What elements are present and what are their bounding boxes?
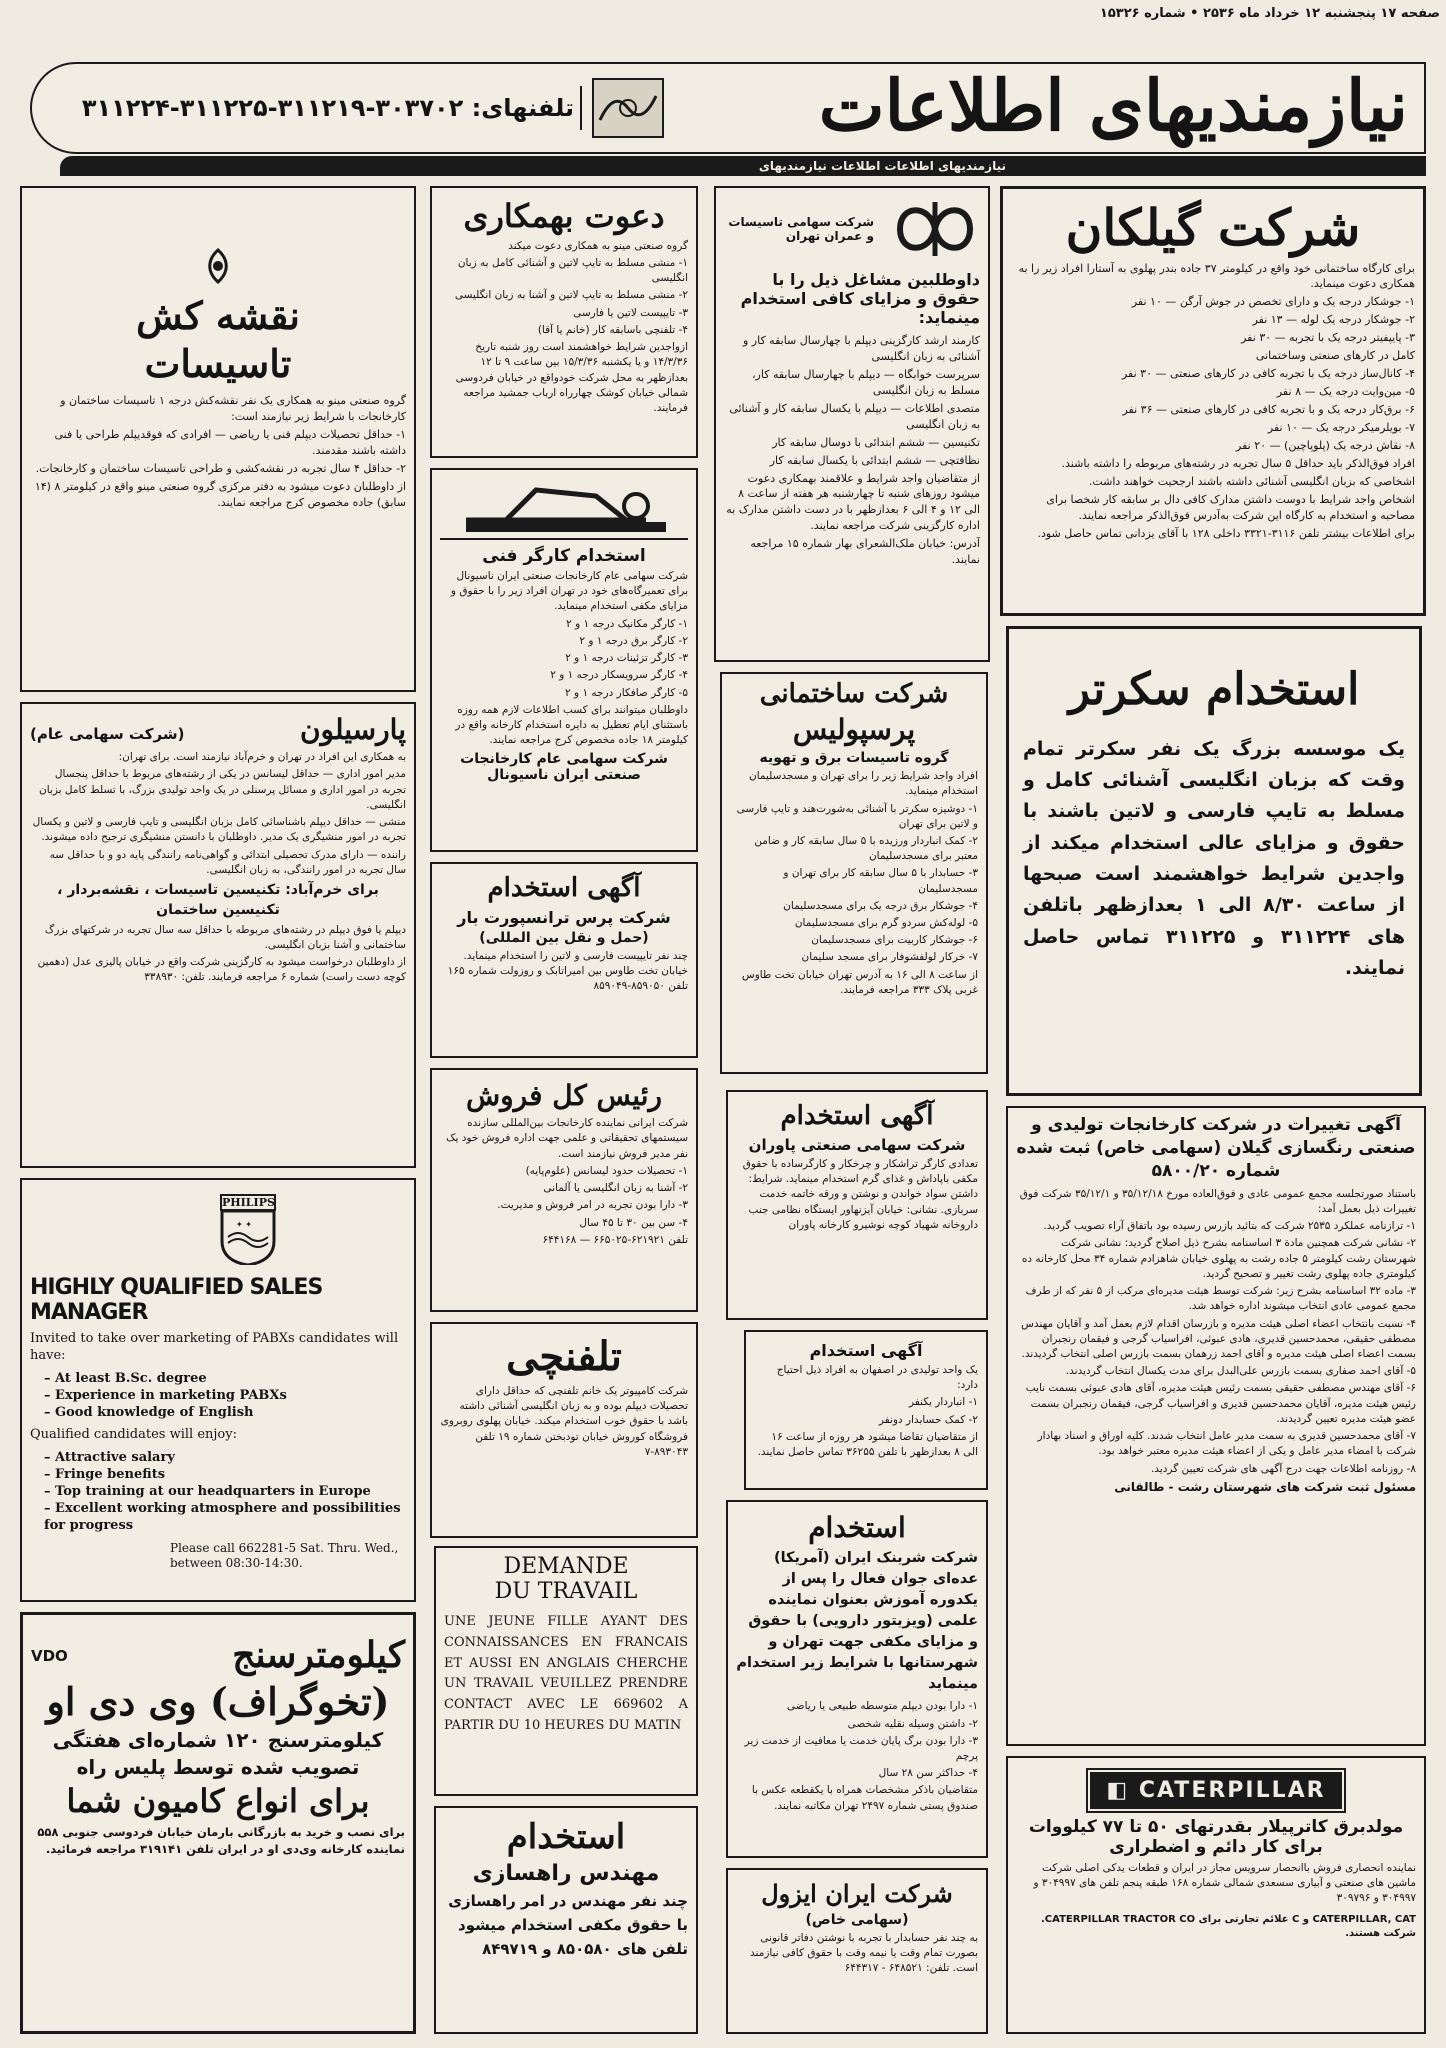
ad-line: ۷- بویلرمیکر درجه یک — ۱۰ نفر xyxy=(1267,420,1415,434)
knot-logo-icon xyxy=(890,194,980,264)
iran-national-logo xyxy=(440,476,688,540)
ad-text: UNE JEUNE FILLE AYANT DES CONNAISSANCES EN FRANCAIS ET AUSSI EN ANGLAIS CHERCHE UN TRAVAIL VEUILLEZ PRENDRE CONTACT AVEC LE 669602 A PARTIR DU 10 HEURES DU MATIN xyxy=(444,1614,688,1733)
list-item: – Experience in marketing PABXs xyxy=(44,1387,287,1403)
ad-line: باستناد صورتجلسه مجمع عمومی عادی و فوق‌العاده مورخ ۳۵/۱۲/۱۸ و ۳۵/۱۲/۱ شرکت فوق تغییرات ذیل بعمل آمد: xyxy=(1019,1187,1416,1216)
ad-line: ۸- روزنامه اطلاعات جهت درج آگهی های شرکت تعیین گردید. xyxy=(1150,1462,1416,1475)
ad-text: یک موسسه بزرگ یک نفر سکرتر تمام وقت که بزبان انگلیسی آشنائی کامل و مسلط به تایپ فارسی و لاتین باشند با حقوق و مزایای عالی استخدام میکند از واجدین شرایط خواهشمند است صبحها از ساعت ۸/۳۰ الی ۱ بعدازظهر باتلفن های ۳۱۱۲۲۴ و ۳۱۱۲۲۵ تماس حاصل نمایند. xyxy=(1023,737,1405,979)
ad-title: استخدام کارگر فنی xyxy=(482,546,646,566)
ad-line: ۵- کارگر صافکار درجه ۱ و ۲ xyxy=(565,686,688,699)
ad-title: دعوت بهمکاری xyxy=(463,197,665,235)
ad-line: ۲- کارگر برق درجه ۱ و ۲ xyxy=(579,634,688,647)
iran-national-emblem-icon xyxy=(446,476,686,534)
ad-line: از داوطلبان دعوت میشود به دفتر مرکزی گروه صنعتی مینو واقع در کیلومتر ۸ (۱۴ سابق) جاده مخصوص کرج مراجعه نمایند. xyxy=(34,480,406,509)
list-item: – Top training at our headquarters in Europe xyxy=(44,1484,371,1500)
ad-line: ۶- جوشکار کاربیت برای مسجدسلیمان xyxy=(811,934,978,947)
ad-title-3: برای انواع کامیون شما xyxy=(66,1782,370,1821)
ad-company: شرکت سهامی صنعتی پاوران xyxy=(748,1135,966,1154)
ad-line: سرپرست خوابگاه — دیپلم با چهارسال سابقه کار، مسلط به زبان انگلیسی xyxy=(752,367,980,397)
ad-line: ۳- کارگر تزئینات درجه ۱ و ۲ xyxy=(565,652,688,665)
ad-call: Please call 662281-5 Sat. Thru. Wed., between 08:30-14:30. xyxy=(170,1540,399,1571)
ad-title-2: تاسیسات xyxy=(144,340,292,386)
ad-kilometer-vdo xyxy=(20,1612,416,2034)
ad-title: نقشه کش xyxy=(136,293,300,338)
ad-line: برای اطلاعات بیشتر تلفن ۳۱۱۶-۳۳۲۱ داخلی ۱۲۸ با آقای یزدانی تماس حاصل شود. xyxy=(1037,526,1415,540)
ad-title-2: DU TRAVAIL xyxy=(494,1579,638,1604)
ad-title: شرکت گیلکان xyxy=(1065,198,1361,257)
ad-title: استخدام سکرتر xyxy=(1068,664,1360,715)
ad-line: ۱- دوشیزه سکرتر با آشنائی به‌شورت‌هند و تایپ فارسی و لاتین برای تهران xyxy=(736,802,978,830)
ad-signature: مسئول ثبت شرکت های شهرستان رشت - طالقانی xyxy=(1114,1479,1416,1494)
ad-title: رئیس کل فروش xyxy=(465,1079,663,1112)
ad-subtitle: (سهامی خاص) xyxy=(805,1911,909,1928)
ad-persepolis xyxy=(720,672,988,1074)
philips-logo: PHILIPS ✦ ✦ xyxy=(220,1194,276,1269)
ad-line: ۱- دارا بودن دیپلم متوسطه طبیعی یا ریاضی xyxy=(786,1700,978,1713)
minoo-logo-icon xyxy=(30,246,406,290)
ad-demande-du-travail xyxy=(434,1546,698,1796)
ad-line: ۳- دارا بودن تجربه در امر فروش و مدیریت. xyxy=(497,1199,688,1212)
ad-davat-hamkari xyxy=(430,186,698,458)
ad-line: ۴- کارگر سرویسکار درجه ۱ و ۲ xyxy=(550,669,688,682)
ad-parsilon xyxy=(20,702,416,1168)
ad-line: ۲- کمک حسابدار دونفر xyxy=(878,1413,978,1426)
ad-line: ۱- کارگر مکانیک درجه ۱ و ۲ xyxy=(566,617,688,630)
ad-line: منشی — حداقل دیپلم باشناسائی کامل بزبان انگلیسی و تایپ فارسی و لاتین و یکسال تجربه در امور منشیگری یک مدیر. داوطلبان با دانستن منشیگری ترجیح داده میشوند. xyxy=(32,816,406,844)
list-item: – At least B.Sc. degree xyxy=(44,1370,207,1386)
ad-tasisat-omran xyxy=(714,186,990,662)
ad-text: چند نفر مهندس در امر راهسازی با حقوق مکفی استخدام میشود تلفن های ۸۵۰۵۸۰ و ۸۴۹۷۱۹ xyxy=(448,1892,688,1959)
ad-line: ۲- آشنا به زبان انگلیسی یا آلمانی xyxy=(543,1182,688,1195)
svg-text:✦ ✦: ✦ ✦ xyxy=(236,1220,252,1229)
ad-line: ۱- انباردار یکنفر xyxy=(908,1396,978,1409)
list-item: – Fringe benefits xyxy=(44,1467,166,1483)
ad-line: از متقاضیان واجد شرایط و علاقمند بهمکاری دعوت میشود روزهای شنبه تا چهارشنبه هر هفته از ساعت ۸ الی ۱۲ و ۴ الی ۶ بعدازظهر با در دست داشتن مدارک به اداره کارگزینی شرکت مراجعه نمایند. xyxy=(726,471,980,533)
ad-text: برای نصب و خرید به بازرگانی بارمان خیابان فردوسی جنوبی ۵۵۸ نماینده کارخانه وی‌دی او در ایران تلفن ۳۱۹۱۴۱ مراجعه فرمائید. xyxy=(37,1824,405,1856)
philips-shield-icon xyxy=(220,1211,276,1265)
ad-sherink xyxy=(726,1500,988,1858)
ad-line: ۵- مین‌وایت درجه یک — ۸ نفر xyxy=(1276,385,1415,399)
ad-line: ۲- حداقل ۴ سال تجربه در نقشه‌کشی و طراحی تاسیسات ساختمان و کارخانجات. xyxy=(35,462,406,476)
ad-title: آگهی استخدام xyxy=(487,873,641,903)
ad-title: آگهی استخدام xyxy=(780,1101,934,1131)
ad-line: ۵- آقای احمد صفاری بسمت بازرس علی‌البدل برای مدت یکسال انتخاب گردیدند. xyxy=(1065,1365,1416,1378)
ad-line: ۲- جوشکار درجه یک لوله — ۱۳ نفر xyxy=(1252,313,1415,327)
caterpillar-logo: ◧ CATERPILLAR xyxy=(1090,1772,1341,1809)
ad-gilkan xyxy=(1000,186,1426,616)
ad-rahsazi xyxy=(434,1806,698,2034)
ad-paveran xyxy=(726,1090,988,1320)
ad-line: دیپلم یا فوق دیپلم در رشته‌های مربوطه با حداقل سه سال تجربه در شرکتهای بزرگ ساختمانی و آشنا بزبان انگلیسی. xyxy=(44,923,406,951)
ad-line: متقاضیان باذکر مشخصات همراه با یکقطعه عکس با صندوق پستی شماره ۲۴۹۷ تهران مکاتبه نمایند. xyxy=(751,1784,978,1812)
ad-line: ۲- کمک انباردار ورزیده با ۵ سال سابقه کار و ضامن معتبر برای مسجدسلیمان xyxy=(754,834,978,863)
vdo-brand: VDO xyxy=(31,1646,68,1665)
ad-line: از داوطلبان درخواست میشود به کارگزینی شرکت واقع در خیابان پالیزی عدل (دهمین کوچه دست راست) شماره ۶ مراجعه فرمایند. تلفن: ۳۳۸۹۳۰ xyxy=(37,955,406,984)
ad-line: گروه صنعتی مینو به همکاری یک نفر نقشه‌کش درجه ۱ تاسیسات ساختمان و کارخانجات با شرایط زیر نیازمند است: xyxy=(60,394,406,424)
ad-title: کیلومترسنج xyxy=(232,1634,405,1676)
ad-line: ۳- پایپفیتر درجه یک با تجربه — ۳۰ نفر xyxy=(1241,331,1415,345)
ad-line: از ساعت ۸ الی ۱۶ به آدرس تهران خیابان تخت طاوس غربی پلاک ۳۳۳ مراجعه فرمایند. xyxy=(741,968,978,996)
ad-line: افراد واجد شرایط زیر را برای تهران و مسجدسلیمان استخدام مینماید. xyxy=(749,770,978,798)
ad-title: پارسیلون xyxy=(299,713,406,746)
ad-philips xyxy=(20,1178,416,1602)
ad-line: تکنیسین — ششم ابتدائی با دوسال سابقه کار xyxy=(772,435,980,449)
ad-text: تعدادی کارگر تراشکار و چرخکار و کارگرساده با حقوق مکفی باپاداش و غذای گرم استخدام مینماید. شرایط: داشتن سواد خواندن و نوشتن و ورقه خاتمه خدمت سربازی. نشانی: خیابان آیزنهاور ایستگاه نظامی جنب داروخانه شهیاد کوچه نوشیرو کارخانه پاوران xyxy=(742,1157,978,1231)
ad-title-2: پرسپولیس xyxy=(792,712,916,746)
ad-line: متصدی اطلاعات — دیپلم با یکسال سابقه کار و آشنائی به زبان انگلیسی xyxy=(729,401,980,431)
ad-text: به چند نفر حسابدار با تجربه با نوشتن دفاتر قانونی بصورت تمام وقت یا نیمه وقت با حقوق کافی نیازمند است. تلفن: ۶۴۸۵۲۱ - ۶۴۴۳۱۷ xyxy=(750,1931,978,1975)
ad-text: شرکت شرینک ایران (آمریکا) عده‌ای جوان فعال را پس از یکدوره آموزش بعنوان نماینده علمی (ویزیتور دارویی) با حقوق و مزایای مکفی جهت تهران و شهرستانها با شرایط زیر استخدام مینماید xyxy=(736,1550,978,1693)
ad-line: راننده — دارای مدرک تحصیلی ابتدائی و گواهی‌نامه رانندگی پایه دو و با حداقل سه سال تجربه در امور رانندگی، به زبان انگلیسی. xyxy=(49,848,406,876)
ad-line: ۷- خرکار لولفشوفار برای مسجد سلیمان xyxy=(801,951,978,964)
ad-line: ۳- دارا بودن برگ پایان خدمت یا معافیت از خدمت زیر پرچم xyxy=(744,1734,978,1762)
ad-line: از متقاضیان تقاضا میشود هر روزه از ساعت ۱۶ الی ۸ بعدازظهر با تلفن ۳۶۲۵۵ تماس حاصل نمایند. xyxy=(757,1430,978,1459)
ad-caterpillar xyxy=(1006,1756,1426,2034)
ettelaat-emblem-icon xyxy=(592,78,664,138)
ad-line: ۴- کانال‌ساز درجه یک با تجربه کافی در کارهای صنعتی — ۳۰ نفر xyxy=(1121,367,1415,381)
ad-line: برای کارگاه ساختمانی خود واقع در کیلومتر ۳۷ جاده بندر پهلوی به آستارا افراد زیر را به همکاری دعوت مینماید. xyxy=(1018,261,1415,291)
ad-intro: به همکاری این افراد در تهران و خرم‌آباد نیازمند است. برای تهران: xyxy=(118,751,406,764)
caterpillar-c-icon: ◧ xyxy=(1106,1778,1139,1803)
ad-title: استخدام xyxy=(808,1511,906,1544)
ad-line: ۱- ترازنامه عملکرد ۲۵۳۵ شرکت که بتائید بازرس رسیده بود باتفاق آراء تصویب گردید. xyxy=(1043,1220,1416,1233)
ad-line: کامل در کارهای صنعتی وساختمانی xyxy=(1255,349,1415,363)
ad-title: شرکت ایران ایزول xyxy=(761,1879,953,1908)
ad-line: مدیر امور اداری — حداقل لیسانس در یکی از رشته‌های مربوط با حداقل پنجسال تجربه در امور اداری و مسائل پرسنلی در یک واحد تولیدی بزرگ، با تسلط کامل بزبان انگلیسی. xyxy=(39,768,406,811)
masthead-phones: تلفنهای: ۳۰۳۷۰۲-۳۱۱۲۱۹-۳۱۱۲۲۵-۳۱۱۲۲۴ xyxy=(72,86,582,130)
ad-line: ۱- تحصیلات حدود لیسانس (علوم‌پایه) xyxy=(525,1164,688,1177)
ad-text: چند نفر تایپیست فارسی و لاتین را استخدام مینماید. خیابان تخت طاوس بین امیراتابک و روزولت شماره ۱۶۵ تلفن ۸۵۹۰۵۰-۸۵۹۰۴۹ xyxy=(447,949,688,993)
ad-subtitle: (شرکت سهامی عام) xyxy=(30,725,185,743)
ad-title: آگهی استخدام xyxy=(809,1341,923,1360)
ad-company-changes xyxy=(1006,1106,1426,1746)
ad-subtitle: کیلومترسنج ۱۲۰ شماره‌ای هفتگی xyxy=(52,1728,384,1753)
ad-line: ۶- آقای مهندس مصطفی حقیقی بسمت رئیس هیئت مدیره، آقای هادی عبوئی بسمت نایب رئیس هیئت مدیره، آقایان محمدحسین قدیری و افراسیاب گرجی، فیقمان رنجبران بسمت عضو هیئت مدیره تعیین گردیدند. xyxy=(1025,1382,1416,1425)
ad-line: ۴- حداکثر سن ۲۸ سال xyxy=(878,1767,978,1780)
ad-secretary xyxy=(1006,626,1422,1096)
list-item: – Attractive salary xyxy=(44,1450,175,1466)
ad-line: ۱- حداقل تحصیلات دیپلم فنی یا ریاضی — افرادی که فوقدیپلم طراحی یا فنی داشته باشند مقدمند. xyxy=(54,428,406,458)
ad-line: ۲- داشتن وسیله نقلیه شخصی xyxy=(847,1717,978,1730)
ad-title: مولدبرق کاترپیلار بقدرتهای ۵۰ تا ۷۷ کیلووات xyxy=(1028,1817,1404,1837)
ad-line: ۲- نشانی شرکت همچنین مادة ۳ اساسنامه بشرح ذیل اصلاح گردید: نشانی شرکت شهرستان رشت کیلومتر ۵ جاده رشت به پهلوی خیابان شاهزادم شماره ۳۴ محل کارخانه ده کیلومتری جاده پهلوی رشت تغییر و تصحیح گردید. xyxy=(1021,1237,1416,1280)
ad-line: ازواجدین شرایط خواهشمند است روز شنبه تاریخ ۱۴/۳/۳۶ و یا یکشنبه ۱۵/۳/۳۶ بین ساعت ۹ تا ۱۲ بعدازظهر به محل شرکت خودواقع در خیابان فردوسی شمالی خیابان کوشک چهارراه ارباب جمشید مراجعه فرمایند. xyxy=(455,341,688,414)
ad-line: تلفن ۶۲۱۹۲۱-۶۶۵۰۲۵ — ۶۴۴۱۶۸ xyxy=(542,1233,688,1246)
ad-invite: Invited to take over marketing of PABXs candidates will have: xyxy=(30,1331,399,1363)
ad-title: DEMANDE xyxy=(503,1554,629,1579)
ad-line: ۴- سن بین ۳۰ تا ۴۵ سال xyxy=(579,1216,688,1229)
ad-line: شرکت سهامی عام کارخانجات صنعتی ایران ناسیونال برای تعمیرگاه‌های خود در تهران افراد زیر را با حقوق و مزایای مکفی استخدام مینماید. xyxy=(450,570,688,613)
ad-line: اشخاص واجد شرایط با دوست داشتن مدارک کافی دال بر سابقه کار شخصا برای مصاحبه و استخدام به کارگاه این شرکت به‌آدرس فوق‌الذکر مراجعه نمایند. xyxy=(1046,492,1415,522)
ad-line: ۱- جوشکار درجه یک و دارای تخصص در جوش آرگن — ۱۰ نفر xyxy=(1131,295,1415,309)
ad-line: ۳- تایپیست لاتین یا فارسی xyxy=(573,306,688,319)
ad-line: برای خرم‌آباد: تکنیسین تاسیسات ، نقشه‌بردار ، تکنیسین ساختمان xyxy=(57,881,379,919)
ad-title-2: (تخوگراف) وی دی او xyxy=(46,1679,390,1725)
page-line: صفحه ۱۷ پنجشنبه ۱۲ خرداد ماه ۲۵۳۶ • شماره ۱۵۳۲۶ xyxy=(1099,6,1440,21)
ad-factory-staff xyxy=(744,1330,988,1490)
ad-subtitle: گروه تاسیسات برق و تهویه xyxy=(759,750,949,767)
ad-line: ۲- منشی مسلط به تایپ لاتین و آشنا به زبان انگلیسی xyxy=(454,289,688,302)
ad-kol-frush xyxy=(430,1068,698,1312)
ad-enjoy: Qualified candidates will enjoy: xyxy=(30,1427,237,1443)
ad-legal: CATERPILLAR, CAT و C علائم تجارتی برای CATERPILLAR TRACTOR CO. شرکت هستند. xyxy=(1040,1913,1416,1940)
ad-subtitle-2: تصویب شده توسط پلیس راه xyxy=(76,1755,360,1780)
ad-intro: داوطلبین مشاغل ذیل را با حقوق و مزایای کافی استخدام مینماید: xyxy=(740,270,980,327)
ad-subtitle: (حمل و نقل بین المللی) xyxy=(479,929,649,946)
ad-line: ۶- برق‌کار درجه یک و با تجربه کافی در کارهای صنعتی — ۳۶ نفر xyxy=(1122,403,1415,416)
ad-footer: شرکت سهامی عام کارخانجات صنعتی ایران ناسیونال xyxy=(460,751,668,784)
ad-line: ۴- تلفنچی باسابقه کار (خانم یا آقا) xyxy=(537,323,688,336)
ad-line: ۴- جوشکار برق درجه یک برای مسجدسلیمان xyxy=(783,899,978,912)
ad-line: ۳- حسابدار با ۵ سال سابقه کار برای تهران و مسجدسلیمان xyxy=(783,867,978,895)
ad-line: شرکت ایرانی نماینده کارخانجات بین‌المللی سازنده سیستمهای تحقیقاتی و علمی جهت اداره فروش خود یک نفر مدیر فروش نیازمند است. xyxy=(446,1117,688,1160)
ad-line: ۴- نسبت بانتخاب اعضاء اصلی هیئت مدیره و بازرسان اقدام لازم بعمل آمد و آقایان مهندس مصطفی حقیقی، محمدحسین قدیری، هادی عبوئی، افراسیاب گرجی و فیقمان رنجبران بسمت اعضاء اصلی هیئت مدیره و آقای احمد زرهمان بسمت بازرس اصلی انتخاب گردیدند. xyxy=(1021,1317,1416,1360)
ad-line: ۵- لوله‌کش سردو گرم برای مسجدسلیمان xyxy=(794,917,978,930)
ad-line: اشخاصی که بزبان انگلیسی آشنائی داشته باشند ارجحیت خواهند داشت. xyxy=(1088,474,1415,488)
ad-title: شرکت ساختمانی xyxy=(759,679,949,709)
ad-subtitle: مهندس راهسازی xyxy=(472,1861,660,1887)
ad-telefonchi xyxy=(430,1322,698,1538)
ad-line: گروه صنعتی مینو به همکاری دعوت میکند xyxy=(508,239,688,252)
ad-line: داوطلبان میتوانند برای کسب اطلاعات لازم همه روزه باستثنای ایام تعطیل به دایره استخدام کارخانه واقع در کیلومتر ۱۸ جاده مخصوص کرج مراجعه نمایند. xyxy=(455,703,688,747)
ad-line: آدرس: خیابان ملک‌الشعرای بهار شماره ۱۵ مراجعه نمایند. xyxy=(750,537,980,567)
ad-line: یک واحد تولیدی در اصفهان به افراد ذیل احتیاج دارد: xyxy=(776,1364,978,1392)
masthead-title: نیازمندیهای اطلاعات xyxy=(818,64,1408,147)
ad-company: شرکت پرس ترانسپورت بار xyxy=(457,907,671,927)
ad-text: شرکت کامپیوتر یک خانم تلفنچی که حداقل دارای تحصیلات دیپلم بوده و به زبان انگلیسی آشنائی داشته باشد با حقوق خوب استخدام میکند. خیابان پهلوی روبروی فروشگاه کوروش خیابان تودبختن شماره ۱۹ تلفن ۸۹۳۰۴۳-۷ xyxy=(440,1385,688,1458)
masthead-banner: نیازمندیهای اطلاعات اطلاعات نیازمندیهای xyxy=(60,156,1426,176)
ad-line: ۱- منشی مسلط به تایپ لاتین و آشنائی کامل به زبان انگلیسی xyxy=(457,257,688,285)
ad-pars-transport xyxy=(430,862,698,1058)
ad-line: افراد فوق‌الذکر باید حداقل ۵ سال تجربه در رشته‌های مربوطه را داشته باشند. xyxy=(1061,456,1415,470)
ad-line: کارمند ارشد کارگزینی دیپلم با چهارسال سابقه کار و آشنائی به زبان انگلیسی xyxy=(742,334,980,363)
ad-title: استخدام xyxy=(506,1817,626,1857)
list-item: – Good knowledge of English xyxy=(44,1404,254,1420)
ad-company: شرکت سهامی تاسیسات و عمران تهران xyxy=(728,215,874,243)
ad-title: تلفنچی xyxy=(506,1333,622,1380)
ad-line: ۳- ماده ۳۲ اساسنامه بشرح زیر: شرکت توسط هیئت مدیره‌ای مرکب از ۵ نفر که از طرف مجمع عمومی عادی انتخاب میشوند اداره خواهد شد. xyxy=(1025,1285,1416,1313)
ad-title: آگهی تغییرات در شرکت کارخانجات تولیدی و صنعتی رنگسازی گیلان (سهامی خاص) ثبت شده شماره ۵۸۰۰/۲۰ xyxy=(1016,1115,1416,1181)
ad-line: نظافتچی — ششم ابتدائی با یکسال سابقه کار xyxy=(769,453,980,467)
ad-text: نماینده انحصاری فروش باانحصار سرویس مجاز در ایران و قطعات یدکی اصلی شرکت ماشین های صنعتی و آبیاری سسعدی شمالی شماره ۱۶۸ طبقه پنجم تلفن های ۳۰۴۹۹۷ و ۳۰۴۹۹۷ و ۳۰۹۷۹۶ xyxy=(1033,1862,1416,1905)
ad-iranizol xyxy=(726,1868,988,2034)
ad-iran-national xyxy=(430,468,698,852)
list-item: – Excellent working atmosphere and possibilities for progress xyxy=(44,1501,401,1533)
masthead xyxy=(30,62,1426,154)
ad-title: HIGHLY QUALIFIED SALES MANAGER xyxy=(30,1275,323,1325)
ad-subtitle: برای کار دائم و اضطراری xyxy=(1109,1837,1323,1857)
ad-line: ۷- آقای محمدحسین قدیری به سمت مدیر عامل انتخاب شدند. کلیه اوراق و اسناد بهادار شرکت با امضاء مدیر عامل و یکی از اعضاء هیئت مدیره معتبر خواهد بود. xyxy=(1037,1430,1416,1458)
ad-naqshe-kesh xyxy=(20,186,416,692)
ad-line: ۸- نقاش درجه یک (پلوپاچین) — ۲۰ نفر xyxy=(1236,438,1415,452)
